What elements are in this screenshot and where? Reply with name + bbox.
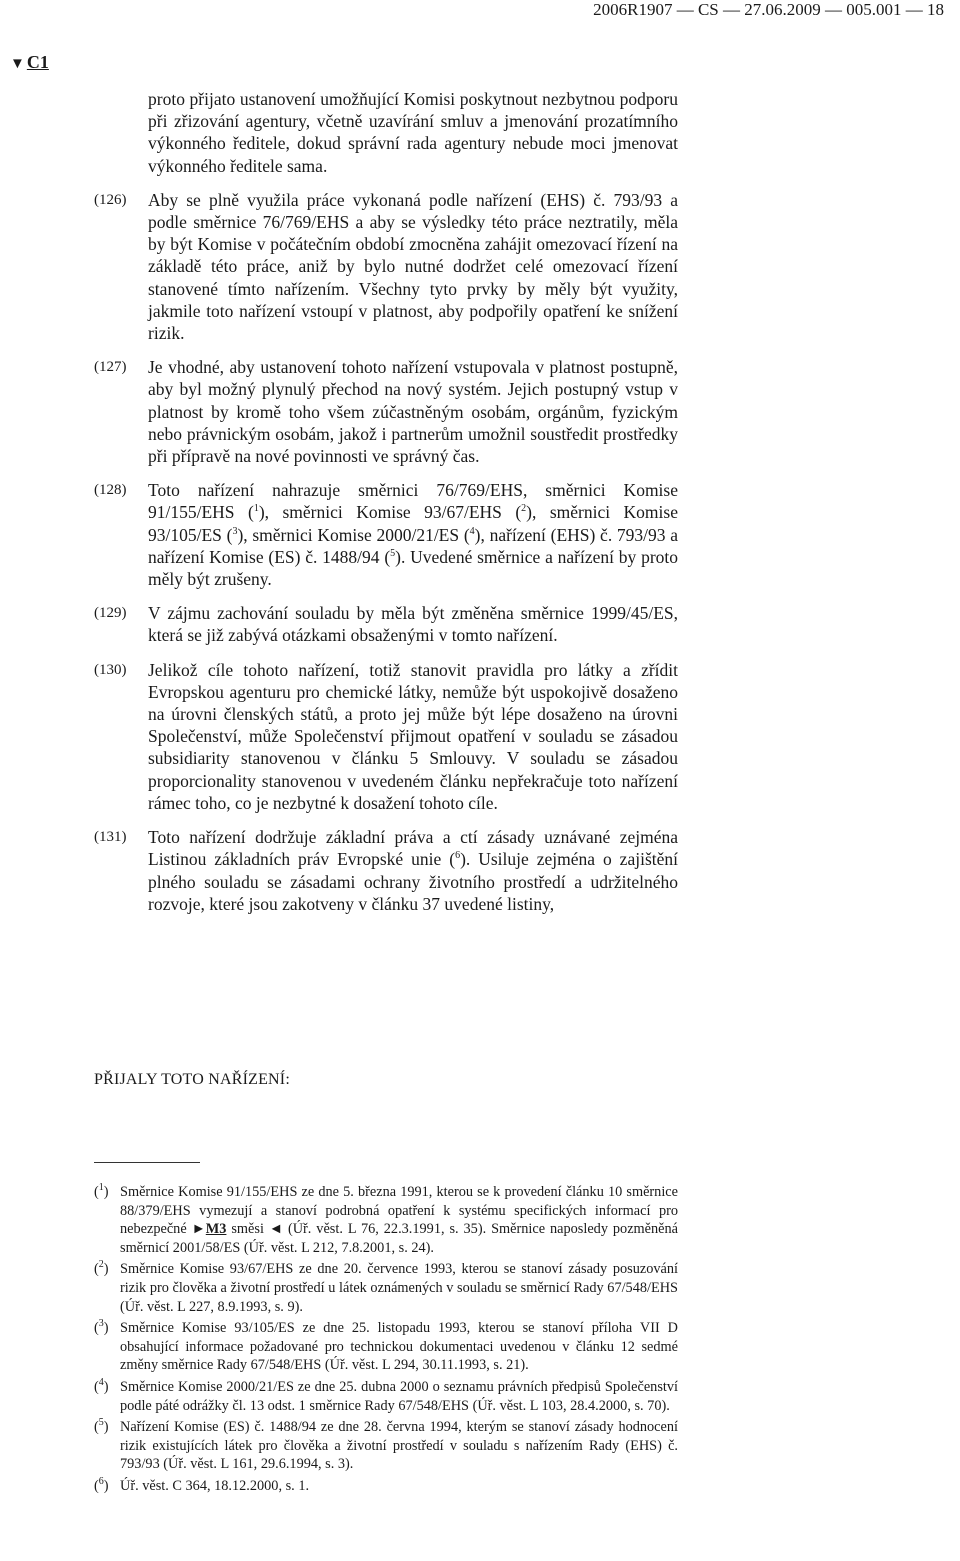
- footnote-6: [94, 1477, 678, 1496]
- footnote-text: Směrnice Komise 93/67/EHS ze dne 20. července 1993, kterou se stanoví zásady posuzování rizik pro člověka a životní prostředí u látek oznámených v souladu se směrnicí Rady 67/548/EHS (Úř. věst. L 227, 8.9.1993, s. 9).: [120, 1261, 678, 1315]
- recital-text: [148, 827, 678, 914]
- recital-127: [94, 356, 678, 467]
- text-run: ), směrnici Komise 93/105/ES (: [148, 502, 678, 545]
- footnote-number: ($^4$): [94, 1377, 109, 1395]
- footnote-num-sup: 6: [98, 1476, 104, 1488]
- amendment-code-link[interactable]: C1: [26, 52, 49, 72]
- footnote-num-sup: 5: [98, 1417, 104, 1429]
- recital-129: [94, 602, 678, 646]
- recital-131: [94, 826, 678, 915]
- footnote-number: ($^2$): [94, 1259, 109, 1278]
- recital-number: (128): [94, 482, 127, 499]
- footnote-number: ($^5$): [94, 1417, 109, 1436]
- recital-number: (129): [94, 605, 127, 622]
- footnote-ref[interactable]: 3: [232, 525, 238, 537]
- footnote-5: [94, 1418, 678, 1474]
- text-run: ), směrnici Komise 93/67/EHS (: [258, 502, 522, 523]
- recital-128: [94, 479, 678, 590]
- footnote-text: (Úř. věst. L 76, 22.3.1991, s. 35). Směrnice naposledy pozměněná směrnicí 2001/58/ES (Úř. věst. L 212, 7.8.2001, s. 24).: [120, 1221, 679, 1256]
- footnote-num-sup: 2: [98, 1259, 104, 1271]
- recital-130: [94, 659, 678, 814]
- amended-text: směsi: [231, 1221, 264, 1238]
- text-run: ). Uvedené směrnice a nařízení by proto měly být zrušeny.: [148, 546, 679, 590]
- amendment-open-icon: ►: [191, 1221, 206, 1238]
- footnote-number: ($^3$): [94, 1318, 109, 1337]
- recital-text: [148, 480, 678, 589]
- text-run: ), nařízení (EHS) č. 793/93 a nařízení Komise (ES) č. 1488/94 (: [148, 524, 678, 567]
- amendment-close-icon: ◄: [268, 1221, 284, 1238]
- header-text: 2006R1907 — CS — 27.06.2009 — 005.001 — 18: [593, 0, 944, 19]
- amendment-m3-link[interactable]: M3: [205, 1221, 227, 1238]
- footnotes: [94, 1183, 678, 1499]
- recital-number: (127): [94, 359, 127, 376]
- recital-text: Jelikož cíle tohoto nařízení, totiž stanovit pravidla pro látky a zřídit Evropskou agenturu pro chemické látky, nemůže být uspokojivě dosaženo na úrovni členských států, a proto jej může být lépe dosaženo na úrovni Společenství, může Společenství přijmout opatření v souladu se zásadou subsidiarity stanovenou v článku 5 Smlouvy. V souladu se zásadou proporcionality stanovenou v uvedeném článku nepřekračuje toto nařízení rámec toho, co je nezbytné k dosažení tohoto cíle.: [148, 659, 678, 813]
- text-run: Toto nařízení nahrazuje směrnici 76/769/EHS, směrnici Komise 91/155/EHS (: [148, 480, 678, 523]
- footnote-2: [94, 1260, 678, 1316]
- amendment-marker: [10, 52, 49, 74]
- recital-continuation: proto přijato ustanovení umožňující Komisi poskytnout nezbytnou podporu při zřizování agentury, včetně uzavírání smluv a jmenování prozatímního výkonného ředitele, dokud správní rada agentury nebude moci jmenovat výkonného ředitele sama.: [148, 89, 678, 176]
- text-run: ). Usiluje zejména o zajištění plného souladu se zásadami ochrany životního prostředí a udržitelného rozvoje, které jsou zakotveny v článku 37 uvedené listiny,: [148, 849, 678, 914]
- footnote-text: Směrnice Komise 2000/21/ES ze dne 25. dubna 2000 o seznamu právních předpisů Společenství podle páté odrážky čl. 13 odst. 1 směrnice Rady 67/548/EHS (Úř. věst. L 103, 28.4.2000, s. 70).: [120, 1378, 678, 1414]
- footnote-num-sup: 3: [98, 1318, 104, 1330]
- recital-number: (130): [94, 661, 127, 678]
- footnote-num-sup: 4: [98, 1377, 104, 1389]
- footnote-text: Směrnice Komise 93/105/ES ze dne 25. listopadu 1993, kterou se stanoví příloha VII D obsahující informace požadované pro technickou dokumentaci uvedenou v článku 12 sedmé změny směrnice Rady 67/548/EHS (Úř. věst. L 294, 30.11.1993, s. 21).: [120, 1320, 678, 1374]
- text-run: ), směrnici Komise 2000/21/ES (: [237, 524, 470, 545]
- recitals-body: [94, 88, 678, 927]
- triangle-down-icon: ▼: [10, 56, 25, 72]
- footnote-ref[interactable]: 6: [455, 850, 461, 862]
- footnote-1: [94, 1183, 678, 1257]
- footnote-ref[interactable]: 5: [390, 548, 396, 560]
- recital-number: (126): [94, 191, 127, 208]
- recital-text: Je vhodné, aby ustanovení tohoto nařízení vstupovala v platnost postupně, aby byl možný plynulý přechod na nový systém. Jejich postupný vstup v platnost by kromě toho všem zúčastněným osobám, orgánům, fyzickým nebo právnickým osobám, jakož i partnerům umožnil soustředit prostředky při přípravě na nové povinnosti ve správný čas.: [148, 357, 678, 467]
- recital-text: V zájmu zachování souladu by měla být změněna směrnice 1999/45/ES, která se již zabývá otázkami obsaženými v tomto nařízení.: [148, 603, 678, 646]
- footnote-num-sup: 1: [98, 1182, 104, 1194]
- footnote-3: [94, 1319, 678, 1375]
- recital-text: Aby se plně využila práce vykonaná podle nařízení (EHS) č. 793/93 a podle směrnice 76/769/EHS a aby se výsledky této práce neztratily, měla by být Komise v počátečním období zmocněna zahájit omezovací řízení na základě této práce, aniž by bylo nutné dodržet celé omezovací řízení stanovené tímto nařízením. Všechny tyto prvky by měly být využity, jakmile toto nařízení vstoupí v platnost, aby podpořily opatření ke snížení rizik.: [148, 189, 678, 344]
- footnote-number: ($^6$): [94, 1476, 109, 1494]
- footnote-ref[interactable]: 1: [253, 503, 259, 515]
- page-header: [0, 0, 944, 22]
- recital-number: (131): [94, 829, 127, 846]
- footnote-number: ($^1$): [94, 1182, 109, 1200]
- footnote-text: Nařízení Komise (ES) č. 1488/94 ze dne 28. června 1994, kterým se stanoví zásady hodnocení rizik existujících látek pro člověka a životní prostředí v souladu s nařízením Rady (EHS) č. 793/93 (Úř. věst. L 161, 29.6.1994, s. 3).: [120, 1419, 678, 1473]
- footnote-text: Směrnice Komise 91/155/EHS ze dne 5. března 1991, kterou se k provedení článku 10 směrnice 88/379/EHS vymezují a stanoví podrobná opatření k systému specifických informací pro nebezpečné: [120, 1184, 678, 1238]
- footnote-text: Úř. věst. C 364, 18.12.2000, s. 1.: [120, 1477, 310, 1494]
- footnote-4: [94, 1378, 678, 1415]
- footnote-ref[interactable]: 2: [521, 503, 527, 515]
- footnote-divider: [94, 1162, 200, 1163]
- recital-126: [94, 189, 678, 344]
- enacting-formula: PŘIJALY TOTO NAŘÍZENÍ:: [94, 1071, 290, 1088]
- footnote-ref[interactable]: 4: [469, 525, 475, 537]
- text-run: Toto nařízení dodržuje základní práva a ctí zásady uznávané zejména Listinou základních práv Evropské unie (: [148, 827, 678, 870]
